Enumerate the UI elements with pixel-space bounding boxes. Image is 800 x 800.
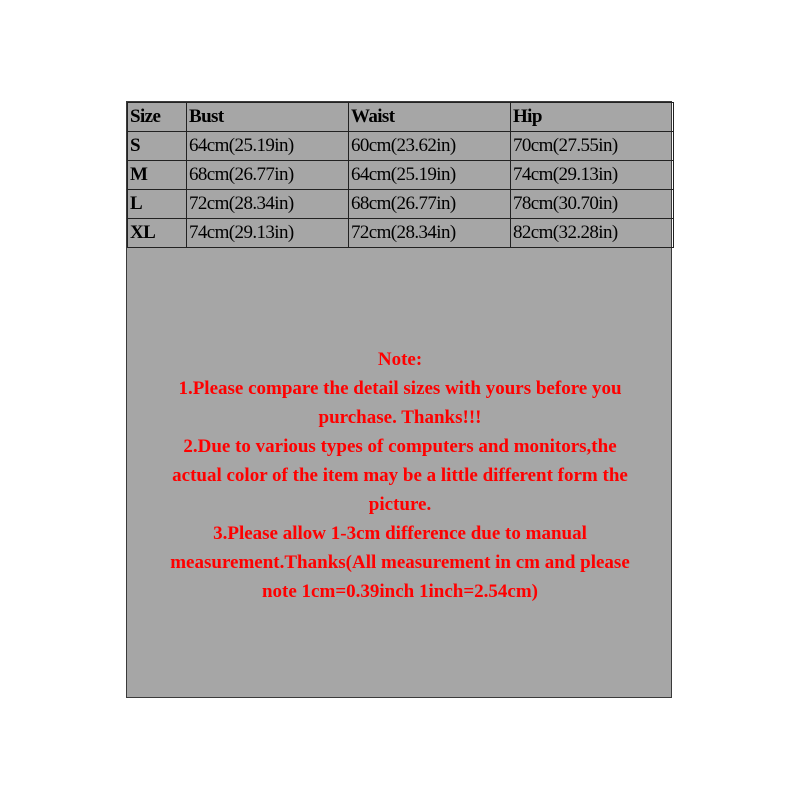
bust-cell: 68cm(26.77in) bbox=[187, 161, 349, 190]
note-line: purchase. Thanks!!! bbox=[318, 407, 482, 428]
size-cell: XL bbox=[128, 219, 187, 248]
hip-cell: 78cm(30.70in) bbox=[511, 190, 674, 219]
header-hip: Hip bbox=[511, 103, 674, 132]
note-line: picture. bbox=[368, 494, 432, 515]
size-cell: L bbox=[128, 190, 187, 219]
table-row bbox=[128, 132, 674, 161]
note-text-block bbox=[127, 345, 673, 606]
note-line: 2.Due to various types of computers and monitors,the bbox=[183, 436, 617, 457]
table-row bbox=[128, 161, 674, 190]
size-cell: M bbox=[128, 161, 187, 190]
header-bust: Bust bbox=[187, 103, 349, 132]
bust-cell: 72cm(28.34in) bbox=[187, 190, 349, 219]
table-row bbox=[128, 219, 674, 248]
note-line: actual color of the item may be a little different form the bbox=[172, 465, 628, 486]
waist-cell: 68cm(26.77in) bbox=[349, 190, 511, 219]
bust-cell: 74cm(29.13in) bbox=[187, 219, 349, 248]
waist-cell: 60cm(23.62in) bbox=[349, 132, 511, 161]
hip-cell: 70cm(27.55in) bbox=[511, 132, 674, 161]
waist-cell: 64cm(25.19in) bbox=[349, 161, 511, 190]
header-size: Size bbox=[128, 103, 187, 132]
waist-cell: 72cm(28.34in) bbox=[349, 219, 511, 248]
table-header-row bbox=[128, 103, 674, 132]
hip-cell: 82cm(32.28in) bbox=[511, 219, 674, 248]
size-cell: S bbox=[128, 132, 187, 161]
note-line: note 1cm=0.39inch 1inch=2.54cm) bbox=[261, 581, 539, 602]
size-chart-panel bbox=[126, 101, 672, 698]
size-table bbox=[127, 102, 674, 248]
note-line: 3.Please allow 1-3cm difference due to manual bbox=[213, 523, 587, 544]
note-heading: Note: bbox=[377, 349, 423, 370]
table-row bbox=[128, 190, 674, 219]
note-line: 1.Please compare the detail sizes with yours before you bbox=[178, 378, 622, 399]
note-line: measurement.Thanks(All measurement in cm and please bbox=[170, 552, 630, 573]
bust-cell: 64cm(25.19in) bbox=[187, 132, 349, 161]
hip-cell: 74cm(29.13in) bbox=[511, 161, 674, 190]
header-waist: Waist bbox=[349, 103, 511, 132]
